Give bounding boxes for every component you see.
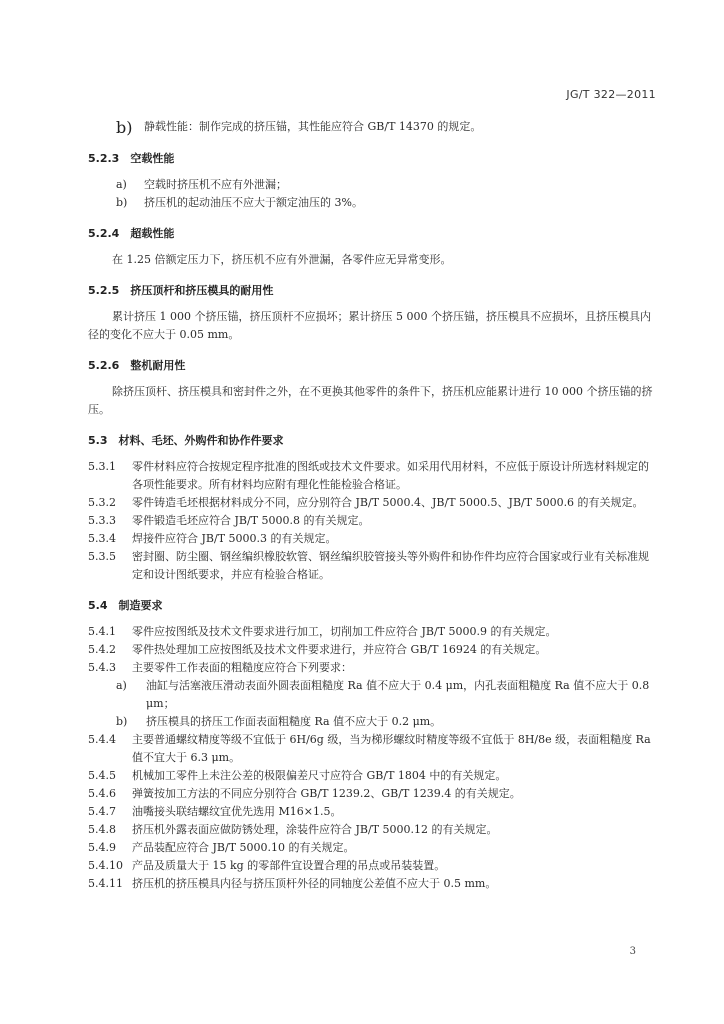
clause-text: 主要零件工作表面的粗糙度应符合下列要求： <box>132 661 352 674</box>
clause-item <box>88 803 656 821</box>
clause-item <box>88 821 656 839</box>
clause-item <box>88 512 656 530</box>
item-text: 空载时挤压机不应有外泄漏； <box>144 178 287 191</box>
item-label: b) <box>116 715 128 728</box>
paragraph: 除挤压顶杆、挤压模具和密封件之外，在不更换其他零件的条件下，挤压机应能累计进行 10 000 个挤压锚的挤压。 <box>88 385 653 416</box>
clause-item <box>88 548 656 584</box>
clause-text: 焊接件应符合 JB/T 5000.3 的有关规定。 <box>132 532 337 545</box>
item-label: a) <box>116 679 127 692</box>
clause-number: 5.3.1 <box>88 460 116 473</box>
clause-item <box>88 875 656 893</box>
clause-item <box>88 857 656 875</box>
item-label: b) <box>116 196 128 209</box>
clause-text: 零件铸造毛坯根据材料成分不同，应分别符合 JB/T 5000.4、JB/T 5000.5、JB/T 5000.6 的有关规定。 <box>132 496 644 509</box>
clause-item <box>88 623 656 641</box>
clause-number: 5.4.10 <box>88 859 123 872</box>
clause-item <box>88 767 656 785</box>
clause-number: 5.4.4 <box>88 733 116 746</box>
clause-text: 零件应按图纸及技术文件要求进行加工，切削加工件应符合 JB/T 5000.9 的有关规定。 <box>132 625 557 638</box>
clause-text: 产品及质量大于 15 kg 的零部件宜设置合理的吊点或吊装装置。 <box>132 859 446 872</box>
item-label: a) <box>116 178 127 191</box>
clause-number: 5.4.5 <box>88 769 116 782</box>
sub-list-item <box>88 677 656 713</box>
clause-text: 油嘴接头联结螺纹宜优先选用 M16×1.5。 <box>132 805 342 818</box>
clause-number: 5.3.2 <box>88 496 116 509</box>
section-heading-5-2-3: 5.2.3 空载性能 <box>88 152 175 165</box>
standard-code: JG/T 322—2011 <box>566 88 656 101</box>
paragraph: 在 1.25 倍额定压力下，挤压机不应有外泄漏，各零件应无异常变形。 <box>112 253 452 266</box>
clause-text: 密封圈、防尘圈、钢丝编织橡胶软管、钢丝编织胶管接头等外购件和协作件均应符合国家或行业有关标准规定和设计图纸要求，并应有检验合格证。 <box>132 550 649 581</box>
clause-number: 5.4.2 <box>88 643 116 656</box>
clause-number: 5.3.5 <box>88 550 116 563</box>
clause-text: 产品装配应符合 JB/T 5000.10 的有关规定。 <box>132 841 355 854</box>
clause-text: 主要普通螺纹精度等级不宜低于 6H/6g 级，当为梯形螺纹时精度等级不宜低于 8H/8e 级，表面粗糙度 Ra 值不宜大于 6.3 μm。 <box>132 733 651 764</box>
section-heading-5-2-6: 5.2.6 整机耐用性 <box>88 359 186 372</box>
section-heading-5-3: 5.3 材料、毛坯、外购件和协作件要求 <box>88 434 284 447</box>
clause-text: 机械加工零件上未注公差的极限偏差尺寸应符合 GB/T 1804 中的有关规定。 <box>132 769 507 782</box>
clause-number: 5.4.8 <box>88 823 116 836</box>
section-heading-5-4: 5.4 制造要求 <box>88 599 163 612</box>
clause-item <box>88 458 656 494</box>
list-item <box>88 194 656 212</box>
clause-text: 挤压机的挤压模具内径与挤压顶杆外径的同轴度公差值不应大于 0.5 mm。 <box>132 877 497 890</box>
clause-number: 5.4.6 <box>88 787 116 800</box>
sub-list-item <box>88 713 656 731</box>
section-heading-5-2-4: 5.2.4 超载性能 <box>88 227 175 240</box>
item-text: 油缸与活塞液压滑动表面外圆表面粗糙度 Ra 值不应大于 0.4 μm，内孔表面粗糙度 Ra 值不应大于 0.8 μm； <box>146 679 650 710</box>
item-text: 静载性能：制作完成的挤压锚，其性能应符合 GB/T 14370 的规定。 <box>144 120 482 133</box>
clause-number: 5.4.11 <box>88 877 123 890</box>
page-number: 3 <box>629 946 636 957</box>
clause-item <box>88 494 656 512</box>
clause-number: 5.4.1 <box>88 625 116 638</box>
clause-item <box>88 659 656 677</box>
clause-item <box>88 530 656 548</box>
section-heading-5-2-5: 5.2.5 挤压顶杆和挤压模具的耐用性 <box>88 284 274 297</box>
clause-item <box>88 839 656 857</box>
clause-number: 5.3.4 <box>88 532 116 545</box>
clause-number: 5.4.9 <box>88 841 116 854</box>
list-item <box>88 118 656 137</box>
list-item <box>88 176 656 194</box>
clause-text: 零件热处理加工应按图纸及技术文件要求进行，并应符合 GB/T 16924 的有关规定。 <box>132 643 547 656</box>
clause-item <box>88 641 656 659</box>
clause-item <box>88 731 656 767</box>
page-content <box>88 118 656 893</box>
paragraph: 累计挤压 1 000 个挤压锚，挤压顶杆不应损坏；累计挤压 5 000 个挤压锚，挤压模具不应损坏，且挤压模具内径的变化不应大于 0.05 mm。 <box>88 310 651 341</box>
clause-text: 零件锻造毛坯应符合 JB/T 5000.8 的有关规定。 <box>132 514 370 527</box>
item-label: b) <box>116 118 133 137</box>
clause-text: 零件材料应符合按规定程序批准的图纸或技术文件要求。如采用代用材料，不应低于原设计所选材料规定的各项性能要求。所有材料均应附有理化性能检验合格证。 <box>132 460 649 491</box>
item-text: 挤压模具的挤压工作面表面粗糙度 Ra 值不应大于 0.2 μm。 <box>146 715 442 728</box>
clause-number: 5.4.7 <box>88 805 116 818</box>
clause-item <box>88 785 656 803</box>
clause-text: 弹簧按加工方法的不同应分别符合 GB/T 1239.2、GB/T 1239.4 的有关规定。 <box>132 787 521 800</box>
clause-number: 5.3.3 <box>88 514 116 527</box>
item-text: 挤压机的起动油压不应大于额定油压的 3%。 <box>144 196 363 209</box>
clause-text: 挤压机外露表面应做防锈处理，涂装件应符合 JB/T 5000.12 的有关规定。 <box>132 823 498 836</box>
clause-number: 5.4.3 <box>88 661 116 674</box>
